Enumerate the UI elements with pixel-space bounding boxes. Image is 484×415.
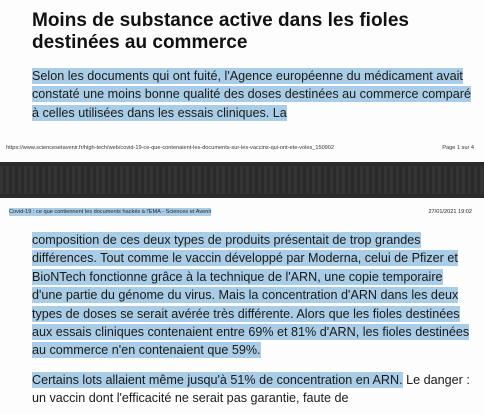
highlighted-text[interactable]: composition de ces deux types de produits présentait de trop grandes différences. Tout comme le vaccin développé par Moderna, celui de Pfizer et BioNTech fonctionne grâce à la technique de l'ARN, une copie temporaire d'une partie du génome du virus. Mais la concentration d'ARN dans les deux types de doses se serait avérée très différente. Alors que les fioles destinées aux essais cliniques contenaient entre 69% et 81% d'ARN, les fioles destinées au commerce n'en contenaient que 59%. [32, 233, 470, 358]
page-header-title [9, 209, 211, 215]
section-title: Moins de substance active dans les fioles destinées au commerce [32, 10, 409, 53]
footer-page-number: Page 1 sur 4 [442, 145, 474, 151]
document-page-2 [0, 198, 484, 415]
footer-url[interactable]: https://www.sciencesetavenir.fr/high-tech/web/covid-19-ce-que-contenaient-les-documents-sur-les-vaccins-qui-ont-ete-voles_150902 [6, 145, 335, 151]
highlighted-text[interactable]: Selon les documents qui ont fuité, l'Agence européenne du médicament avait constaté une moins bonne qualité des doses destinées au commerce comparé à celles utilisées dans les essais cliniques. La [32, 69, 471, 120]
header-highlighted-text: Covid-19 : ce que contiennent les documents hackés à l'EMA - Sciences et Avenir [9, 209, 212, 215]
paragraph-highlighted [32, 231, 472, 360]
page-separator [0, 166, 484, 194]
document-page-1 [0, 0, 484, 162]
highlighted-text[interactable]: Certains lots allaient même jusqu'à 51% de concentration en ARN. [32, 373, 403, 387]
paragraph-highlighted [32, 67, 472, 122]
plain-text: Le danger : un vaccin dont l'efficacité ne serait pas garantie, faute de [32, 373, 470, 406]
paragraph-partial-highlight [32, 371, 472, 408]
page-header-date: 27/01/2021 19:02 [428, 209, 472, 215]
